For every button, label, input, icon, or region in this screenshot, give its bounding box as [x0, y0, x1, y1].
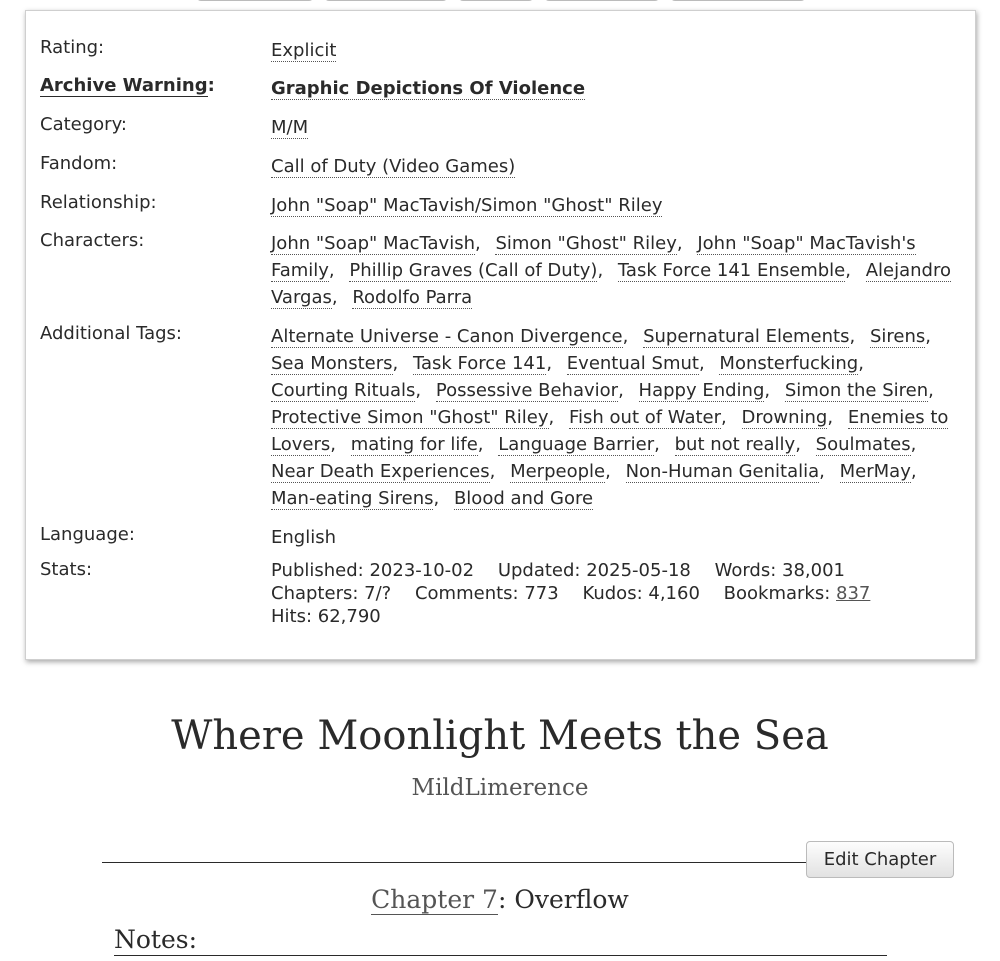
freeform-tag[interactable]: Merpeople — [510, 461, 606, 482]
language-label: Language: — [40, 524, 135, 545]
work-meta-box — [25, 10, 976, 660]
freeform-tag[interactable]: Possessive Behavior — [435, 380, 619, 401]
updated-label: Updated: — [497, 560, 581, 581]
character-tag[interactable]: Phillip Graves (Call of Duty) — [349, 260, 598, 281]
characters-label: Characters: — [40, 230, 145, 251]
top-tab[interactable] — [544, 0, 660, 1]
updated-value: 2025-05-18 — [586, 560, 691, 581]
chapters-label: Chapters: — [271, 583, 359, 604]
chapter-heading — [0, 885, 1000, 914]
hits-label: Hits: — [271, 606, 313, 627]
freeform-tag[interactable]: Task Force 141 — [412, 353, 547, 374]
character-tag[interactable]: Rodolfo Parra — [352, 287, 473, 308]
category-tag[interactable]: M/M — [271, 117, 309, 138]
warning-label — [40, 75, 215, 96]
freeform-tag[interactable]: Alternate Universe - Canon Divergence — [271, 326, 623, 347]
chapter-link[interactable]: Chapter 7 — [371, 885, 498, 914]
freeform-tag[interactable]: mating for life — [350, 434, 478, 455]
freeform-tag[interactable]: Supernatural Elements — [643, 326, 850, 347]
freeform-tag[interactable]: Happy Ending — [638, 380, 765, 401]
words-label: Words: — [714, 560, 777, 581]
character-tag[interactable]: Task Force 141 Ensemble — [617, 260, 846, 281]
top-tab[interactable] — [458, 0, 534, 1]
freeform-tag[interactable]: but not really — [674, 434, 796, 455]
freeform-tag[interactable]: Drowning — [741, 407, 828, 428]
divider — [102, 862, 808, 863]
warning-tag[interactable]: Graphic Depictions Of Violence — [271, 78, 586, 99]
additional-tags-label: Additional Tags: — [40, 323, 182, 344]
chapters-value: 7/? — [364, 583, 392, 604]
relationship-label: Relationship: — [40, 192, 157, 213]
freeform-tag[interactable]: Eventual Smut — [566, 353, 699, 374]
chapter-separator: : — [497, 885, 507, 914]
comments-label: Comments: — [414, 583, 519, 604]
kudos-label: Kudos: — [582, 583, 643, 604]
notes-heading: Notes: — [114, 925, 887, 956]
warning-label-link[interactable]: Archive Warning — [40, 75, 208, 96]
fandom-tag[interactable]: Call of Duty (Video Games) — [271, 156, 516, 177]
language-value: English — [271, 527, 336, 548]
bookmarks-link[interactable]: 837 — [836, 583, 871, 604]
top-tab[interactable] — [324, 0, 448, 1]
freeform-tag[interactable]: Sirens — [869, 326, 926, 347]
words-value: 38,001 — [782, 560, 846, 581]
freeform-tag[interactable]: Protective Simon "Ghost" Riley — [271, 407, 549, 428]
additional-tags-list: Alternate Universe - Canon Divergence, Supernatural Elements, Sirens, Sea Monsters, Task Force 141, Eventual Smut, Monsterfucking, Courting Rituals, Possessive Behavior, Happy Ending, Simon the Siren, Protective Simon "Ghost" Riley, Fish out of Water, Drowning, Enemies to Lovers, mating for life, Language Barrier, but not really, Soulmates, Near Death Experiences, Merpeople, Non-Human Genitalia, MerMay, Man-eating Sirens, Blood and Gore — [271, 326, 949, 509]
freeform-tag[interactable]: Fish out of Water — [568, 407, 722, 428]
character-tag[interactable]: Alejandro Vargas — [271, 260, 951, 308]
rating-tag[interactable]: Explicit — [271, 40, 337, 61]
character-tag[interactable]: Simon "Ghost" Riley — [495, 233, 677, 254]
edit-chapter-button[interactable]: Edit Chapter — [806, 841, 954, 878]
comments-value: 773 — [524, 583, 559, 604]
warning-label-colon: : — [207, 75, 215, 96]
freeform-tag[interactable]: Near Death Experiences — [271, 461, 490, 482]
kudos-value: 4,160 — [648, 583, 700, 604]
top-tab[interactable] — [196, 0, 314, 1]
rating-label: Rating: — [40, 37, 105, 58]
freeform-tag[interactable]: Soulmates — [815, 434, 911, 455]
freeform-tag[interactable]: Enemies to Lovers — [271, 407, 949, 455]
freeform-tag[interactable]: Non-Human Genitalia — [625, 461, 820, 482]
work-title: Where Moonlight Meets the Sea — [171, 713, 829, 759]
freeform-tag[interactable]: Sea Monsters — [271, 353, 393, 374]
relationship-tag[interactable]: John "Soap" MacTavish/Simon "Ghost" Riley — [271, 195, 663, 216]
freeform-tag[interactable]: Blood and Gore — [453, 488, 594, 509]
fandom-label: Fandom: — [40, 153, 118, 174]
character-tag[interactable]: John "Soap" MacTavish — [271, 233, 475, 254]
hits-value: 62,790 — [317, 606, 381, 627]
author-link[interactable]: MildLimerence — [411, 775, 589, 801]
top-tab[interactable] — [670, 0, 806, 1]
published-label: Published: — [271, 560, 364, 581]
bookmarks-label: Bookmarks: — [723, 583, 831, 604]
category-label: Category: — [40, 114, 127, 135]
freeform-tag[interactable]: Simon the Siren — [784, 380, 929, 401]
chapter-title: Overflow — [506, 885, 629, 914]
stats-label: Stats: — [40, 559, 93, 580]
stats-values — [271, 559, 951, 628]
published-value: 2023-10-02 — [369, 560, 475, 581]
freeform-tag[interactable]: Courting Rituals — [271, 380, 416, 401]
freeform-tag[interactable]: Monsterfucking — [719, 353, 859, 374]
freeform-tag[interactable]: MerMay — [839, 461, 911, 482]
freeform-tag[interactable]: Language Barrier — [498, 434, 655, 455]
character-tag[interactable]: John "Soap" MacTavish's Family — [271, 233, 916, 281]
characters-list: John "Soap" MacTavish, Simon "Ghost" Riley, John "Soap" MacTavish's Family, Phillip Graves (Call of Duty), Task Force 141 Ensemble, Alejandro Vargas, Rodolfo Parra — [271, 233, 951, 308]
freeform-tag[interactable]: Man-eating Sirens — [271, 488, 434, 509]
